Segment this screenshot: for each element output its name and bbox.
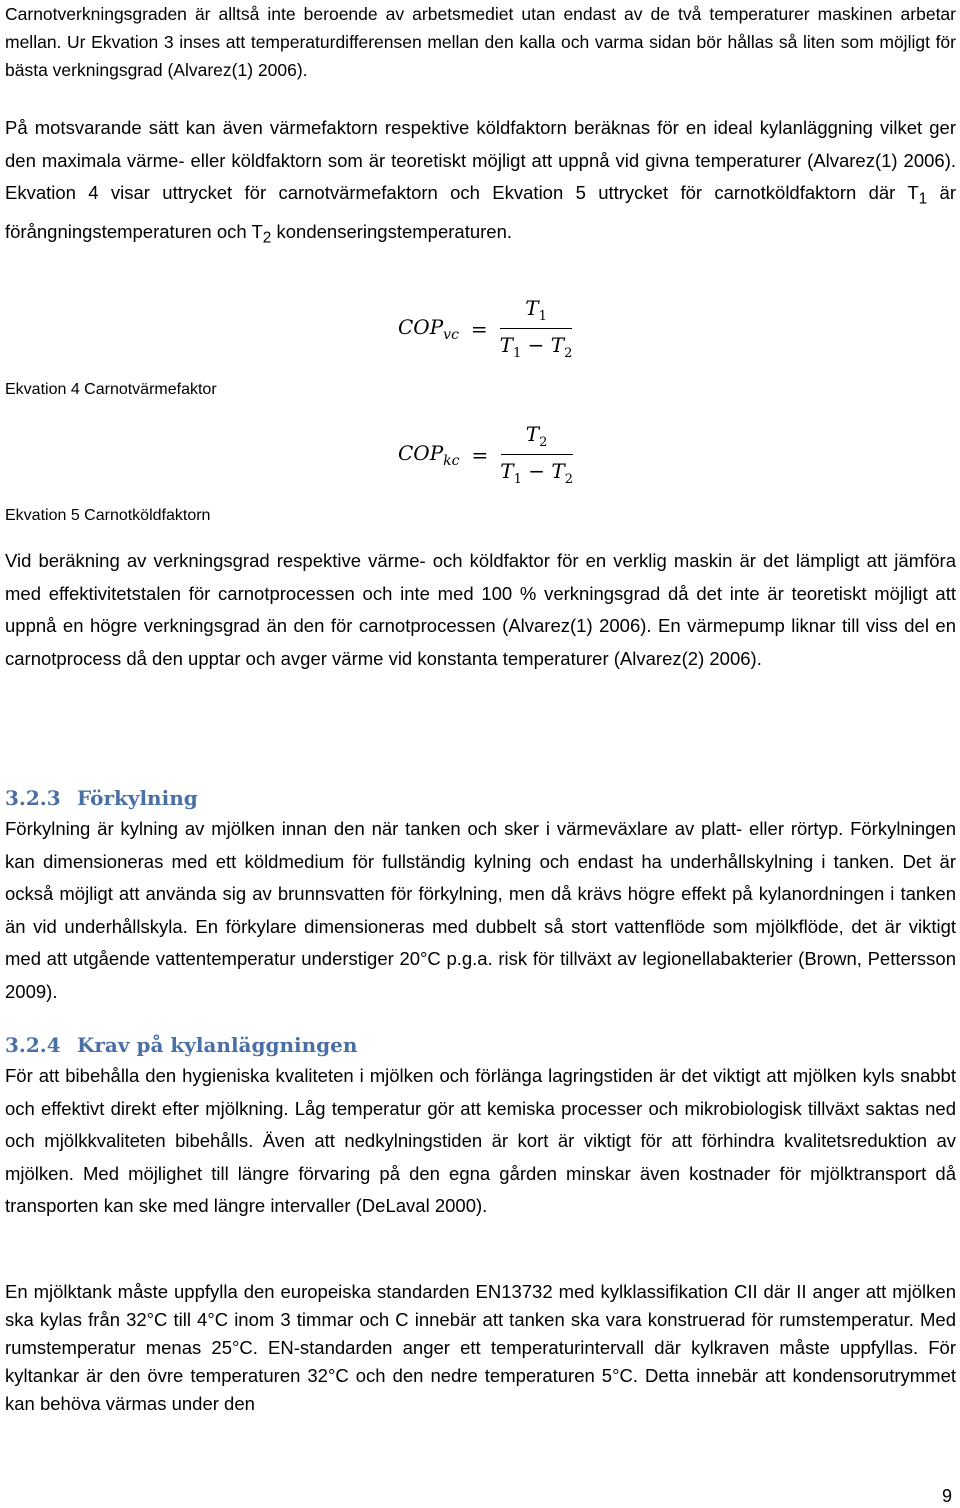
intro-paragraph: Carnotverkningsgraden är alltså inte beroende av arbetsmediet utan endast av de två temperaturer maskinen arbetar mellan. Ur Ekvation 3 inses att temperaturdifferensen mellan den kalla och varma sidan bör hållas så liten som möjligt för bästa verkningsgrad (Alvarez(1) 2006).	[5, 4, 956, 80]
cop-text-end: kondenseringstemperaturen.	[271, 221, 513, 243]
equation-5-label: Ekvation 5 Carnotköldfaktorn	[5, 507, 211, 524]
t2-subscript: 2	[262, 229, 272, 247]
equation-4-numerator: $T_1$	[525, 296, 547, 324]
equation-5-fraction	[500, 422, 573, 487]
section-324-body-2: En mjölktank måste uppfylla den europeiska standarden EN13732 med kylklassifikation CII där II anger att mjölken ska kylas från 32°C till 4°C inom 3 timmar och C innebär att tanken ska vara konstruerad för rumstemperatur. Med rumstemperatur menas 25°C. EN-standarden anger ett temperaturintervall där kylkraven måste uppfyllas. För kyltankar är den övre temperaturen 32°C och den nedre temperaturen 5°C. Detta innebär att kondensorutrymmet kan behöva värmas under den	[5, 1281, 956, 1414]
equation-5-lhs: $COP_{kc}$	[398, 440, 460, 469]
section-323-body: Förkylning är kylning av mjölken innan den när tanken och sker i värmeväxlare av platt- eller rörtyp. Förkylningen kan dimensioneras med ett köldmedium för fullständig kylning och endast ha underhållskylning i tanken. Det är också möjligt att använda sig av brunnsvatten för förkylning, men då krävs högre effekt på kylanordningen i tanken än vid underhållskyla. En förkylare dimensioneras med dubbelt så stort vattenflöde som mjölkflöde, det är viktigt med att utgående vattentemperatur understiger 20°C p.g.a. risk för tillväxt av legionellabakterier (Brown, Pettersson 2009).	[5, 818, 956, 1002]
equation-4-fraction	[500, 296, 573, 361]
equation-4-label: Ekvation 4 Carnotvärmefaktor	[5, 381, 217, 398]
cop-paragraph	[5, 112, 956, 255]
section-324-heading	[5, 1033, 357, 1057]
section-number: 3.2.3	[5, 786, 61, 810]
equation-4-equals: =	[470, 316, 488, 341]
equation-4-lhs: $COP_{vc}$	[398, 314, 459, 343]
equation-5-numerator: $T_2$	[525, 422, 548, 450]
equation-5-equals: =	[471, 442, 489, 467]
section-title: Förkylning	[77, 786, 198, 810]
cop-text-before: På motsvarande sätt kan även värmefaktorn respektive köldfaktorn beräknas för en ideal kylanläggning vilket ger den maximala värme- eller köldfaktorn som är teoretiskt möjligt att uppnå vid givna temperaturer (Alvarez(1) 2006). Ekvation 4 visar uttrycket för carnotvärmefaktorn och Ekvation 5 uttrycket för carnotköldfaktorn där T	[5, 117, 956, 203]
equation-4-denominator: $T_1 - T_2$	[499, 333, 573, 361]
page-number: 9	[941, 1486, 952, 1506]
efficiency-paragraph: Vid beräkning av verkningsgrad respektive värme- och köldfaktor för en verklig maskin är det lämpligt att jämföra med effektivitetstalen för carnotprocessen och inte med 100 % verkningsgrad då det inte är teoretiskt möjligt att uppnå en högre verkningsgrad än den för carnotprocessen (Alvarez(1) 2006). En värmepump liknar till viss del en carnotprocess då den upptar och avger värme vid konstanta temperaturer (Alvarez(2) 2006).	[5, 550, 956, 669]
t1-subscript: 1	[918, 190, 928, 208]
equation-5	[398, 422, 573, 487]
section-title: Krav på kylanläggningen	[77, 1033, 358, 1057]
equation-4	[398, 296, 572, 361]
section-number: 3.2.4	[5, 1033, 61, 1057]
equation-5-denominator: $T_1 - T_2$	[500, 459, 573, 487]
section-324-body: För att bibehålla den hygieniska kvaliteten i mjölken och förlänga lagringstiden är det viktigt att mjölken kyls snabbt och effektivt direkt efter mjölkning. Låg temperatur gör att kemiska processer och mikrobiologisk tillväxt saktas ned och mjölkkvaliteten bibehålls. Även att nedkylningstiden är kort är viktigt för att förhindra kvalitetsreduktion av mjölken. Med möjlighet till längre förvaring på den egna gården minskar även kostnader för mjölktransport då transporten kan ske med längre intervaller (DeLaval 2000).	[5, 1065, 956, 1216]
section-323-heading	[5, 786, 198, 810]
cop-text-mid: är förångningstemperaturen och T	[5, 182, 956, 243]
